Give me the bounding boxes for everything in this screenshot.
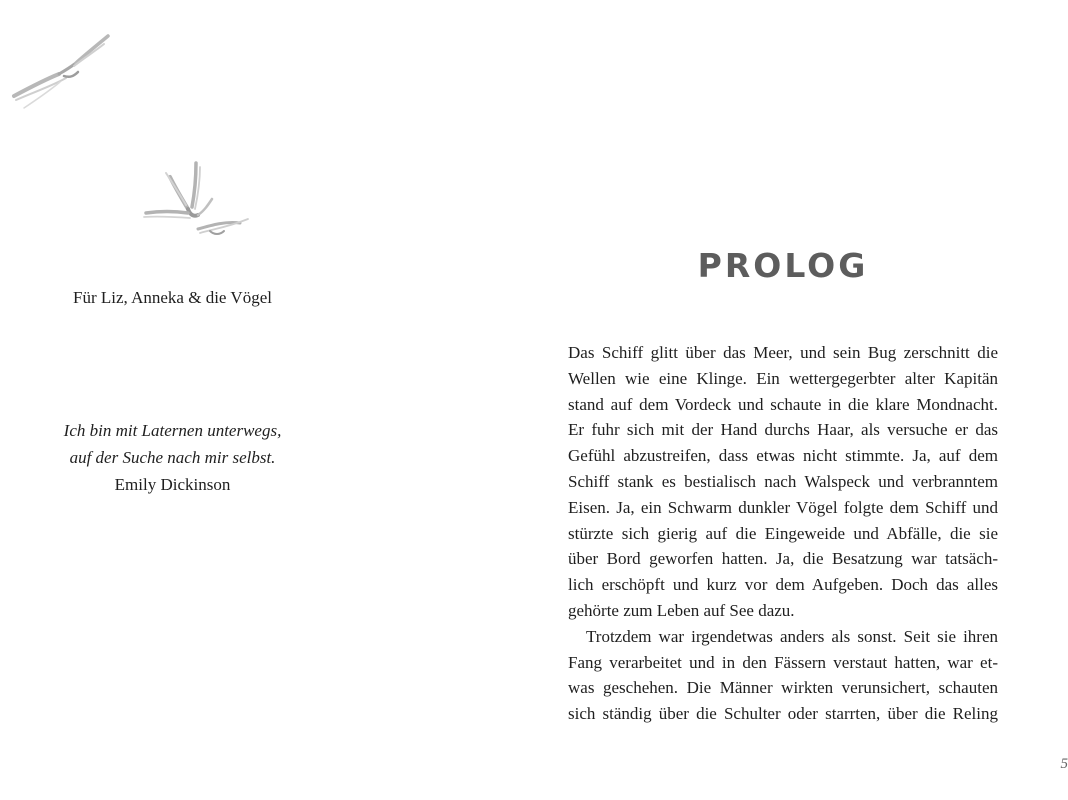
text-line: Er fuhr sich mit der Hand durchs Haar, als versuche er das [568,420,998,440]
bird-icon [140,155,252,240]
text-line: stürzte sich gierig auf die Eingeweide und Abfälle, die sie [568,523,998,543]
text-line: sich ständig über die Schulter oder starrten, über die Reling [568,704,998,724]
text-line: lich erschöpft und kurz vor dem Aufgeben. Doch das alles [568,575,998,595]
text-line: gehörte zum Leben auf See dazu. [568,600,795,620]
epigraph-line: Ich bin mit Laternen unterwegs, [63,421,282,440]
body-text [568,340,998,727]
text-line: Gefühl abzustreifen, dass etwas nicht stimmte. Ja, auf dem [568,446,998,466]
text-line: Wellen wie eine Klinge. Ein wettergegerbter alter Kapitän [568,368,998,388]
text-line: Eisen. Ja, ein Schwarm dunkler Vögel folgte dem Schiff und [568,497,998,517]
text-line: Trotzdem war irgendetwas anders als sonst. Seit sie ihren [586,626,998,646]
text-line: Schiff stank es bestialisch nach Walspeck und verbranntem [568,471,998,491]
text-line: Das Schiff glitt über das Meer, und sein Bug zerschnitt die [568,343,998,362]
text-line: Fang verarbeitet und in den Fässern verstaut hatten, war et- [568,652,998,672]
epigraph-author: Emily Dickinson [114,475,231,494]
dedication: Für Liz, Anneka & die Vögel [73,288,272,307]
text-line: stand auf dem Vordeck und schaute in die klare Mondnacht. [568,394,998,414]
chapter-title: PROLOG [697,246,869,285]
right-page [500,0,1068,800]
text-line: was geschehen. Die Männer wirkten verunsichert, schauten [568,678,998,698]
text-line: über Bord geworfen hatten. Ja, die Besatzung war tatsäch- [568,549,998,569]
epigraph-line: auf der Suche nach mir selbst. [69,448,276,467]
page-number: 5 [1060,756,1068,772]
epigraph [0,417,345,498]
left-page [0,0,500,800]
bird-icon [4,30,114,110]
